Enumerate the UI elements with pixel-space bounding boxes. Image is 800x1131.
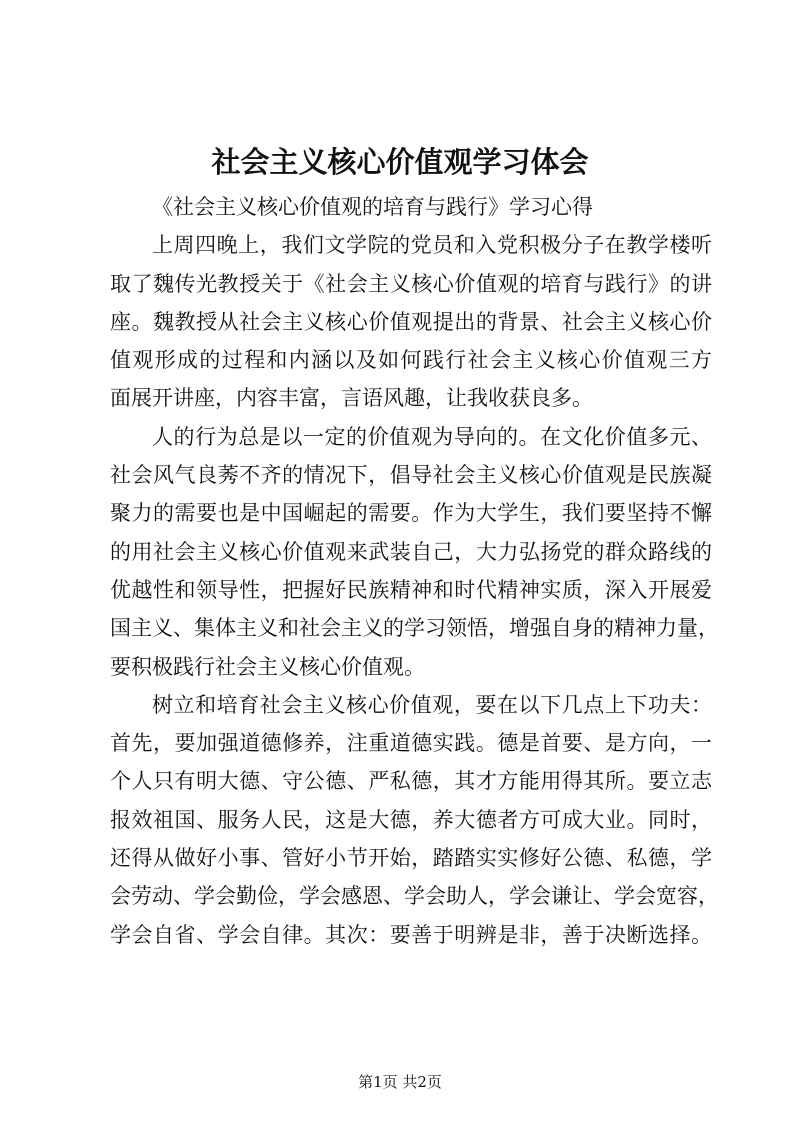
document-title: 社会主义核心价值观学习体会: [211, 145, 589, 179]
text-line: 优越性和领导性，把握好民族精神和时代精神实质，深入开展爱: [110, 577, 712, 602]
page-footer: 第1页 共2页: [358, 1073, 442, 1091]
text-line: 上周四晚上，我们文学院的党员和入党积极分子在教学楼听: [152, 233, 712, 258]
text-line: 要积极践行社会主义核心价值观。: [110, 654, 425, 679]
text-line: 人的行为总是以一定的价值观为导向的。在文化价值多元、: [152, 424, 712, 449]
text-line: 面展开讲座，内容丰富，言语风趣，让我收获良多。: [110, 386, 593, 411]
text-line: 会劳动、学会勤俭，学会感恩、学会助人，学会谦让、学会宽容，: [110, 884, 719, 909]
text-line: 报效祖国、服务人民，这是大德，养大德者方可成大业。同时，: [110, 807, 712, 832]
document-body: [110, 188, 719, 954]
text-line: 值观形成的过程和内涵以及如何践行社会主义核心价值观三方: [110, 348, 712, 373]
text-line: 还得从做好小事、管好小节开始，踏踏实实修好公德、私德，学: [110, 846, 712, 871]
document-subtitle: 《社会主义核心价值观的培育与践行》学习心得: [152, 195, 593, 219]
text-line: 首先，要加强道德修养，注重道德实践。德是首要、是方向，一: [110, 731, 712, 756]
paragraph-2: [110, 418, 719, 686]
text-line: 取了魏传光教授关于《社会主义核心价值观的培育与践行》的讲: [110, 271, 712, 296]
subtitle-paragraph: [110, 188, 712, 226]
text-line: 国主义、集体主义和社会主义的学习领悟，增强自身的精神力量，: [110, 616, 719, 641]
text-line: 社会风气良莠不齐的情况下，倡导社会主义核心价值观是民族凝: [110, 463, 712, 488]
paragraph-1: [110, 226, 712, 417]
text-line: 的用社会主义核心价值观来武装自己，大力弘扬党的群众路线的: [110, 539, 712, 564]
text-line: 学会自省、学会自律。其次：要善于明辨是非，善于决断选择。: [110, 922, 712, 947]
paragraph-3: [110, 686, 719, 954]
text-line: 座。魏教授从社会主义核心价值观提出的背景、社会主义核心价: [110, 309, 712, 334]
text-line: 聚力的需要也是中国崛起的需要。作为大学生，我们要坚持不懈: [110, 501, 712, 526]
text-line: 树立和培育社会主义核心价值观，要在以下几点上下功夫：: [152, 692, 712, 717]
text-line: 个人只有明大德、守公德、严私德，其才方能用得其所。要立志: [110, 769, 712, 794]
